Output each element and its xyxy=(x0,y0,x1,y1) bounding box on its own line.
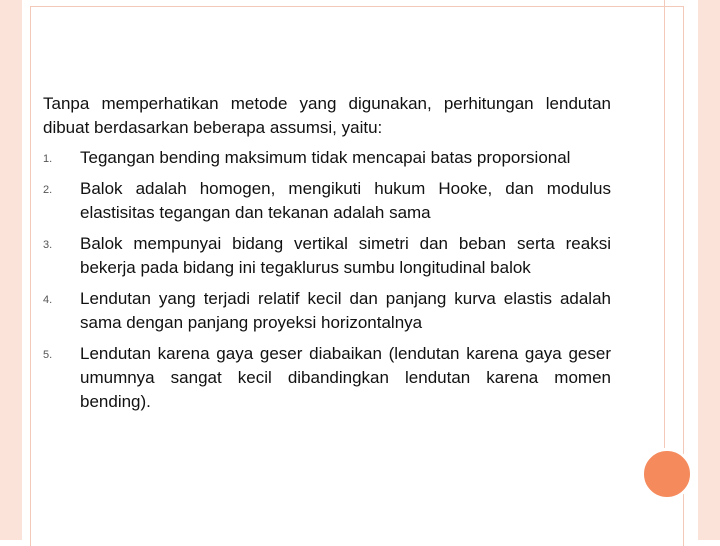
slide-content xyxy=(43,92,611,421)
list-item-text: Tegangan bending maksimum tidak mencapai batas proporsional xyxy=(80,148,571,167)
list-item-number: 2. xyxy=(43,184,53,196)
list-item-text: Lendutan yang terjadi relatif kecil dan panjang kurva elastis adalah sama dengan panjang proyeksi horizontalnya xyxy=(80,289,611,332)
list-item xyxy=(43,232,611,280)
right-decorative-band xyxy=(698,0,720,540)
list-item-number: 3. xyxy=(43,239,53,251)
accent-circle xyxy=(641,448,693,500)
list-item-number: 1. xyxy=(43,153,53,165)
list-item xyxy=(43,146,611,170)
list-item-text: Lendutan karena gaya geser diabaikan (lendutan karena gaya geser umumnya sangat kecil dibandingkan lendutan karena momen bending). xyxy=(80,344,611,411)
left-decorative-band xyxy=(0,0,22,540)
list-item-text: Balok mempunyai bidang vertikal simetri dan beban serta reaksi bekerja pada bidang ini tegaklurus sumbu longitudinal balok xyxy=(80,234,611,277)
intro-paragraph: Tanpa memperhatikan metode yang digunakan, perhitungan lendutan dibuat berdasarkan beberapa assumsi, yaitu: xyxy=(43,94,611,137)
frame-right-rule xyxy=(664,0,665,448)
list-item xyxy=(43,287,611,335)
list-item-number: 4. xyxy=(43,294,53,306)
list-item-number: 5. xyxy=(43,349,53,361)
list-item xyxy=(43,177,611,225)
assumption-list xyxy=(43,146,611,414)
list-item-text: Balok adalah homogen, mengikuti hukum Hooke, dan modulus elastisitas tegangan dan tekanan adalah sama xyxy=(80,179,611,222)
list-item xyxy=(43,342,611,414)
